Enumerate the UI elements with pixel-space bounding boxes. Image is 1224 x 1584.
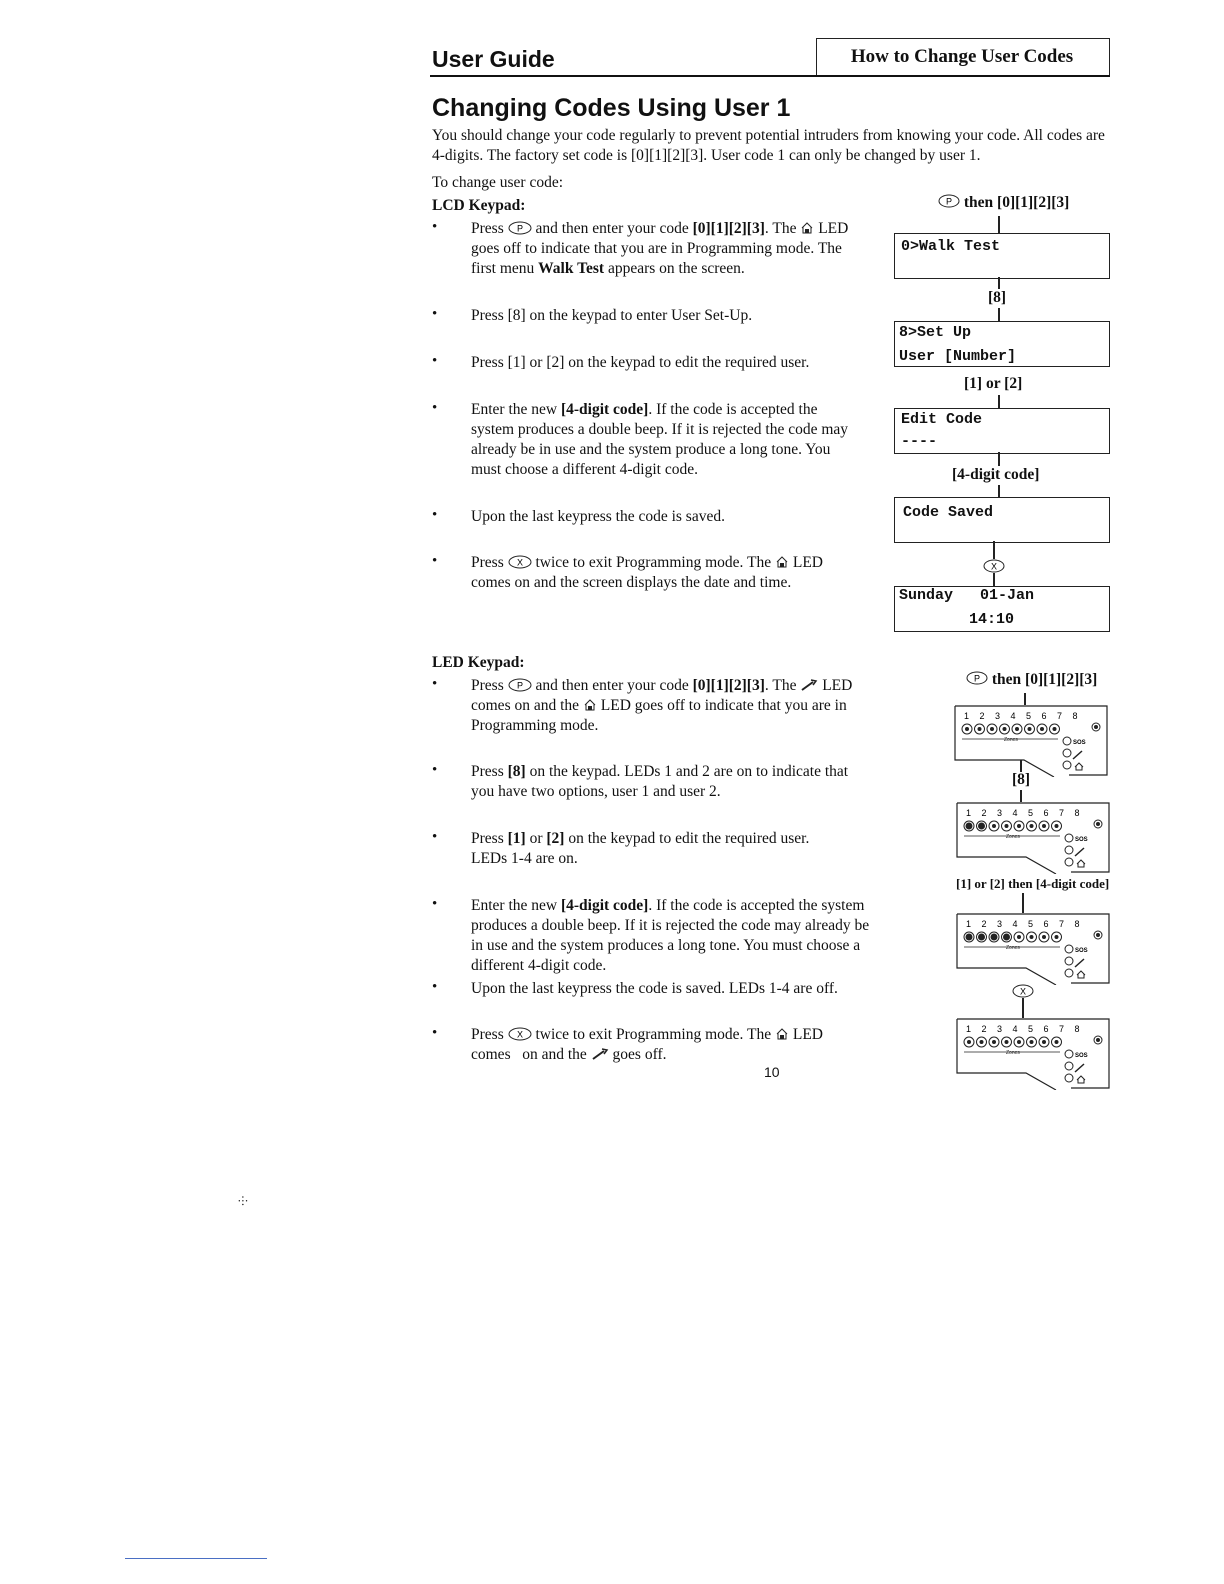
svg-text:P: P: [945, 196, 953, 207]
zone-led-icon: [1040, 727, 1044, 731]
connector: [1022, 998, 1024, 1018]
zone-led-icon: [1015, 727, 1019, 731]
zone-led-icon: [1055, 935, 1059, 939]
zone-led-icon: [1055, 1040, 1059, 1044]
zone-led-icon: [980, 1040, 984, 1044]
zone-numbers: 1 2 3 4 5 6 7 8: [966, 919, 1084, 929]
zone-led-icon: [1017, 824, 1021, 828]
lcd-label-1-or-2: [1] or [2]: [964, 375, 1023, 392]
connector: [1020, 790, 1022, 802]
program-led-icon: [1065, 846, 1073, 854]
zone-numbers: 1 2 3 4 5 6 7 8: [966, 1024, 1084, 1034]
home-led-icon: [775, 1027, 789, 1041]
svg-text:X: X: [990, 561, 998, 572]
home-led-icon: [1065, 858, 1073, 866]
svg-text:X: X: [516, 557, 523, 568]
power-led-dot: [1094, 725, 1098, 729]
zone-led-icon: [1042, 824, 1046, 828]
lcd-step-2: Press [8] on the keypad to enter User Set-Up.: [471, 307, 753, 324]
led-keypad-2: [956, 802, 1110, 872]
program-key-icon: [938, 194, 960, 208]
lcd-line: Edit Code: [901, 411, 983, 428]
lcd-label-4-digit: [4-digit code]: [952, 466, 1040, 483]
bullet: •: [432, 829, 438, 845]
zone-led-icon: [1030, 935, 1034, 939]
zone-led-icon: [978, 727, 982, 731]
lcd-step-6: Press X twice to exit Programming mode. The LED comes on and the screen displays the date and time.: [471, 554, 823, 591]
page-number: 10: [764, 1064, 780, 1080]
zone-led-icon: [1030, 824, 1034, 828]
bullet: •: [432, 306, 438, 322]
home-led-icon: [583, 698, 597, 712]
connector: [998, 216, 1000, 233]
sos-led-icon: [1063, 737, 1071, 745]
connector: [998, 452, 1000, 466]
zones-label: Zones: [1006, 945, 1020, 951]
intro-paragraph: You should change your code regularly to prevent potential intruders from knowing your code. All codes are 4-digits. The factory set code is [0][1][2][3]. User code 1 can only be changed by user 1.: [432, 127, 1105, 164]
lcd-label-8: [8]: [988, 289, 1007, 306]
zone-led-icon: [991, 934, 998, 941]
led-step-6: Press X twice to exit Programming mode. The LED comes on and the goes off.: [471, 1026, 827, 1063]
home-icon: [1077, 860, 1085, 867]
lcd-screen-edit-code: [894, 408, 1110, 454]
zones-label: Zones: [1006, 1050, 1020, 1056]
zone-led-icon: [978, 823, 985, 830]
wrench-icon: [1075, 848, 1084, 856]
wrench-icon: [1075, 1064, 1084, 1072]
scan-mark: ⸭: [238, 1194, 248, 1208]
zone-led-icon: [1003, 934, 1010, 941]
lcd-screen-walk-test: [894, 233, 1110, 279]
exit-key-icon: [508, 1027, 532, 1041]
program-led-icon: [1063, 749, 1071, 757]
bullet: •: [432, 553, 438, 569]
home-led-icon: [1063, 761, 1071, 769]
led-step-4: Enter the new [4-digit code]. If the code is accepted the system produces a double beep. If it is rejected the code may already be in use and the system produces a long tone. You must choose a different 4-digit code.: [471, 897, 870, 974]
wrench-icon: [591, 1047, 609, 1061]
power-led-dot: [1096, 933, 1100, 937]
footer-rule: [125, 1558, 267, 1559]
bullet: •: [432, 896, 438, 912]
zone-led-icon: [966, 934, 973, 941]
led-step-3: Press [1] or [2] on the keypad to edit the required user. LEDs 1-4 are on.: [471, 830, 810, 867]
program-key-icon: [508, 221, 532, 235]
lcd-line: User [Number]: [899, 348, 1017, 365]
led-keypad-drawing: [956, 802, 1110, 874]
led-step-1: Press P and then enter your code [0][1][2][3]. The LED comes on and the LED goes off to indicate that you are in Programming mode.: [471, 677, 853, 734]
svg-text:X: X: [1019, 986, 1027, 997]
power-led-dot: [1096, 1038, 1100, 1042]
home-led-icon: [800, 221, 814, 235]
exit-key-icon: [508, 555, 532, 569]
lcd-screen-date-time: [894, 586, 1110, 632]
program-key-icon: [508, 678, 532, 692]
lcd-step-4: Enter the new [4-digit code]. If the code is accepted the system produces a double beep. If it is rejected the code may already be in use and the system produce a long tone. You must choose a different 4-digit code.: [471, 401, 849, 478]
lcd-screen-set-up: [894, 321, 1110, 367]
program-key-icon: [966, 671, 988, 685]
zone-led-icon: [1030, 1040, 1034, 1044]
sos-label: SOS: [1075, 948, 1088, 954]
zone-led-icon: [1003, 727, 1007, 731]
sos-label: SOS: [1075, 1053, 1088, 1059]
zones-label: Zones: [1004, 737, 1018, 743]
home-icon: [1077, 1076, 1085, 1083]
zone-led-icon: [1042, 935, 1046, 939]
zone-led-icon: [965, 727, 969, 731]
svg-text:X: X: [516, 1029, 523, 1040]
bullet: •: [432, 507, 438, 523]
led-label-8: [8]: [1012, 771, 1031, 788]
led-step-5: Upon the last keypress the code is saved. LEDs 1-4 are off.: [471, 980, 838, 997]
header-title: User Guide: [432, 46, 555, 72]
home-led-icon: [775, 555, 789, 569]
zones-label: Zones: [1006, 834, 1020, 840]
bullet: •: [432, 762, 438, 778]
led-diagram-start: P then [0][1][2][3]: [966, 671, 1097, 689]
header-section-title: How to Change User Codes: [850, 46, 1074, 67]
page-title: Changing Codes Using User 1: [432, 94, 791, 122]
bullet: •: [432, 353, 438, 369]
home-led-icon: [1065, 969, 1073, 977]
led-step-2: Press [8] on the keypad. LEDs 1 and 2 are on to indicate that you have two options, user 1 and user 2.: [471, 763, 849, 800]
bullet: •: [432, 400, 438, 416]
led-keypad-drawing: [954, 705, 1108, 777]
zone-numbers: 1 2 3 4 5 6 7 8: [964, 711, 1082, 721]
connector: [993, 541, 995, 559]
connector: [993, 573, 995, 586]
svg-text:P: P: [516, 223, 523, 234]
lcd-diagram-start: P then [0][1][2][3]: [938, 194, 1069, 212]
zone-led-icon: [1042, 1040, 1046, 1044]
sos-label: SOS: [1073, 740, 1086, 746]
lcd-line: 14:10: [969, 611, 1015, 628]
exit-key-icon: [983, 559, 1005, 573]
home-icon: [1077, 971, 1085, 978]
zone-numbers: 1 2 3 4 5 6 7 8: [966, 808, 1084, 818]
lcd-line: Sunday 01-Jan: [899, 587, 1035, 604]
zone-led-icon: [1028, 727, 1032, 731]
lcd-heading: LCD Keypad:: [432, 197, 526, 214]
svg-text:P: P: [973, 673, 981, 684]
exit-key-icon: [1012, 984, 1034, 998]
bullet: •: [432, 979, 438, 995]
home-led-icon: [1065, 1074, 1073, 1082]
connector: [998, 277, 1000, 289]
led-label-1-or-2: [1] or [2] then [4-digit code]: [956, 876, 1110, 891]
lcd-line: 0>Walk Test: [901, 238, 1001, 255]
bullet: •: [432, 676, 438, 692]
wrench-icon: [800, 678, 818, 692]
led-keypad-4: [956, 1018, 1110, 1088]
lcd-screen-code-saved: [894, 497, 1110, 543]
lcd-line: Code Saved: [903, 504, 994, 521]
home-icon: [1075, 763, 1083, 770]
zone-led-icon: [1055, 824, 1059, 828]
sos-label: SOS: [1075, 837, 1088, 843]
sos-led-icon: [1065, 1050, 1073, 1058]
led-keypad-3: [956, 913, 1110, 983]
led-keypad-drawing: [956, 913, 1110, 985]
zone-led-icon: [992, 1040, 996, 1044]
lcd-line: ----: [901, 433, 938, 450]
sos-led-icon: [1065, 945, 1073, 953]
led-heading: LED Keypad:: [432, 654, 525, 671]
connector: [1024, 693, 1026, 705]
zone-led-icon: [1017, 935, 1021, 939]
zone-led-icon: [992, 824, 996, 828]
connector: [998, 308, 1000, 321]
zone-led-icon: [966, 823, 973, 830]
zone-led-icon: [990, 727, 994, 731]
wrench-icon: [1073, 751, 1082, 759]
sos-led-icon: [1065, 834, 1073, 842]
zone-led-icon: [978, 934, 985, 941]
zone-led-icon: [1005, 1040, 1009, 1044]
program-led-icon: [1065, 957, 1073, 965]
zone-led-icon: [1053, 727, 1057, 731]
lcd-step-1: Press P and then enter your code [0][1][2][3]. The LED goes off to indicate that you are in Programming mode. The first menu Walk Test appears on the screen.: [471, 220, 849, 277]
led-keypad-drawing: [956, 1018, 1110, 1090]
zone-led-icon: [1005, 824, 1009, 828]
to-change-text: To change user code:: [432, 174, 564, 191]
power-led-dot: [1096, 822, 1100, 826]
svg-text:P: P: [516, 680, 523, 691]
zone-led-icon: [967, 1040, 971, 1044]
wrench-icon: [1075, 959, 1084, 967]
connector: [998, 395, 1000, 408]
zone-led-icon: [1017, 1040, 1021, 1044]
lcd-step-3: Press [1] or [2] on the keypad to edit the required user.: [471, 354, 810, 371]
bullet: •: [432, 219, 438, 235]
program-led-icon: [1065, 1062, 1073, 1070]
header-rule: [430, 75, 1110, 77]
connector: [998, 485, 1000, 497]
lcd-line: 8>Set Up: [899, 324, 972, 341]
bullet: •: [432, 1025, 438, 1041]
led-keypad-1: [954, 705, 1108, 775]
connector: [1022, 893, 1024, 913]
lcd-step-5: Upon the last keypress the code is saved.: [471, 508, 725, 525]
